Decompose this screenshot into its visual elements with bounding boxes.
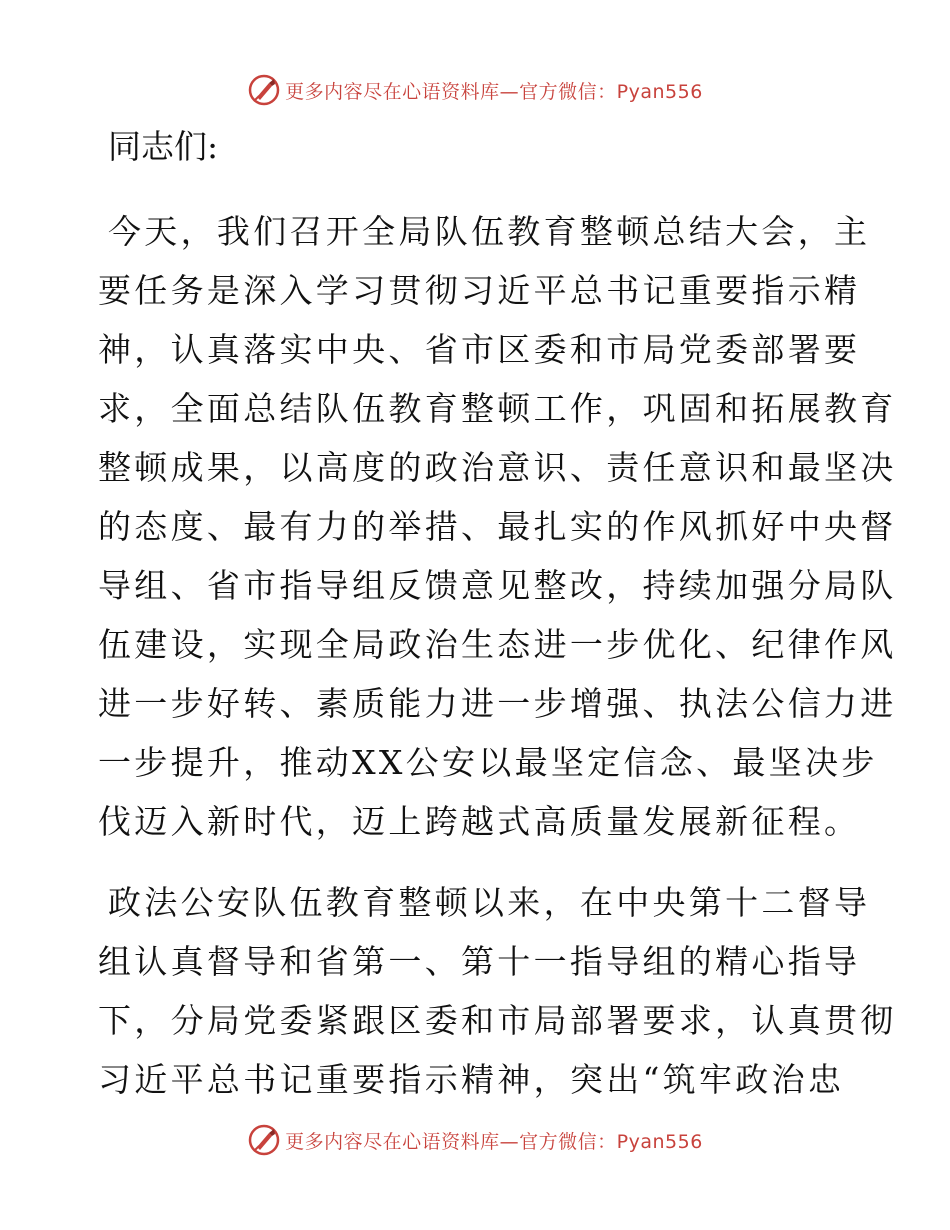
text-line: 神，认真落实中央、省市区委和市局党委部署要 — [98, 330, 861, 369]
text-line: 整顿成果，以高度的政治意识、责任意识和最坚决 — [98, 448, 897, 487]
quill-pen-logo-icon — [247, 73, 281, 107]
text-line: 要任务是深入学习贯彻习近平总书记重要指示精 — [98, 271, 861, 310]
footer-watermark — [0, 1120, 950, 1160]
text-line: 求，全面总结队伍教育整顿工作，巩固和拓展教育 — [98, 389, 897, 428]
paragraph-2 — [98, 873, 897, 1109]
text-line: 伍建设，实现全局政治生态进一步优化、纪律作风 — [98, 625, 897, 664]
text-line: 今天，我们召开全局队伍教育整顿总结大会，主 — [108, 212, 871, 251]
text-line: 组认真督导和省第一、第十一指导组的精心指导 — [98, 942, 861, 981]
text-line: 进一步好转、素质能力进一步增强、执法公信力进 — [98, 684, 897, 723]
paragraph-1 — [98, 202, 897, 851]
text-line: 一步提升，推动XX公安以最坚定信念、最坚决步 — [98, 743, 878, 782]
document-body — [98, 124, 897, 1109]
quill-pen-logo-icon — [247, 1123, 281, 1157]
header-watermark — [0, 70, 950, 110]
watermark-text: 更多内容尽在心语资料库—官方微信：Pyan556 — [285, 80, 703, 103]
text-line: 政法公安队伍教育整顿以来，在中央第十二督导 — [108, 883, 871, 922]
text-line: 习近平总书记重要指示精神，突出“筑牢政治忠 — [98, 1060, 845, 1099]
text-line: 导组、省市指导组反馈意见整改，持续加强分局队 — [98, 566, 897, 605]
watermark-text: 更多内容尽在心语资料库—官方微信：Pyan556 — [285, 1130, 703, 1153]
text-line: 下，分局党委紧跟区委和市局部署要求，认真贯彻 — [98, 1001, 897, 1040]
text-line: 伐迈入新时代，迈上跨越式高质量发展新征程。 — [98, 802, 861, 841]
text-line: 的态度、最有力的举措、最扎实的作风抓好中央督 — [98, 507, 897, 546]
salutation: 同志们: — [108, 127, 219, 166]
